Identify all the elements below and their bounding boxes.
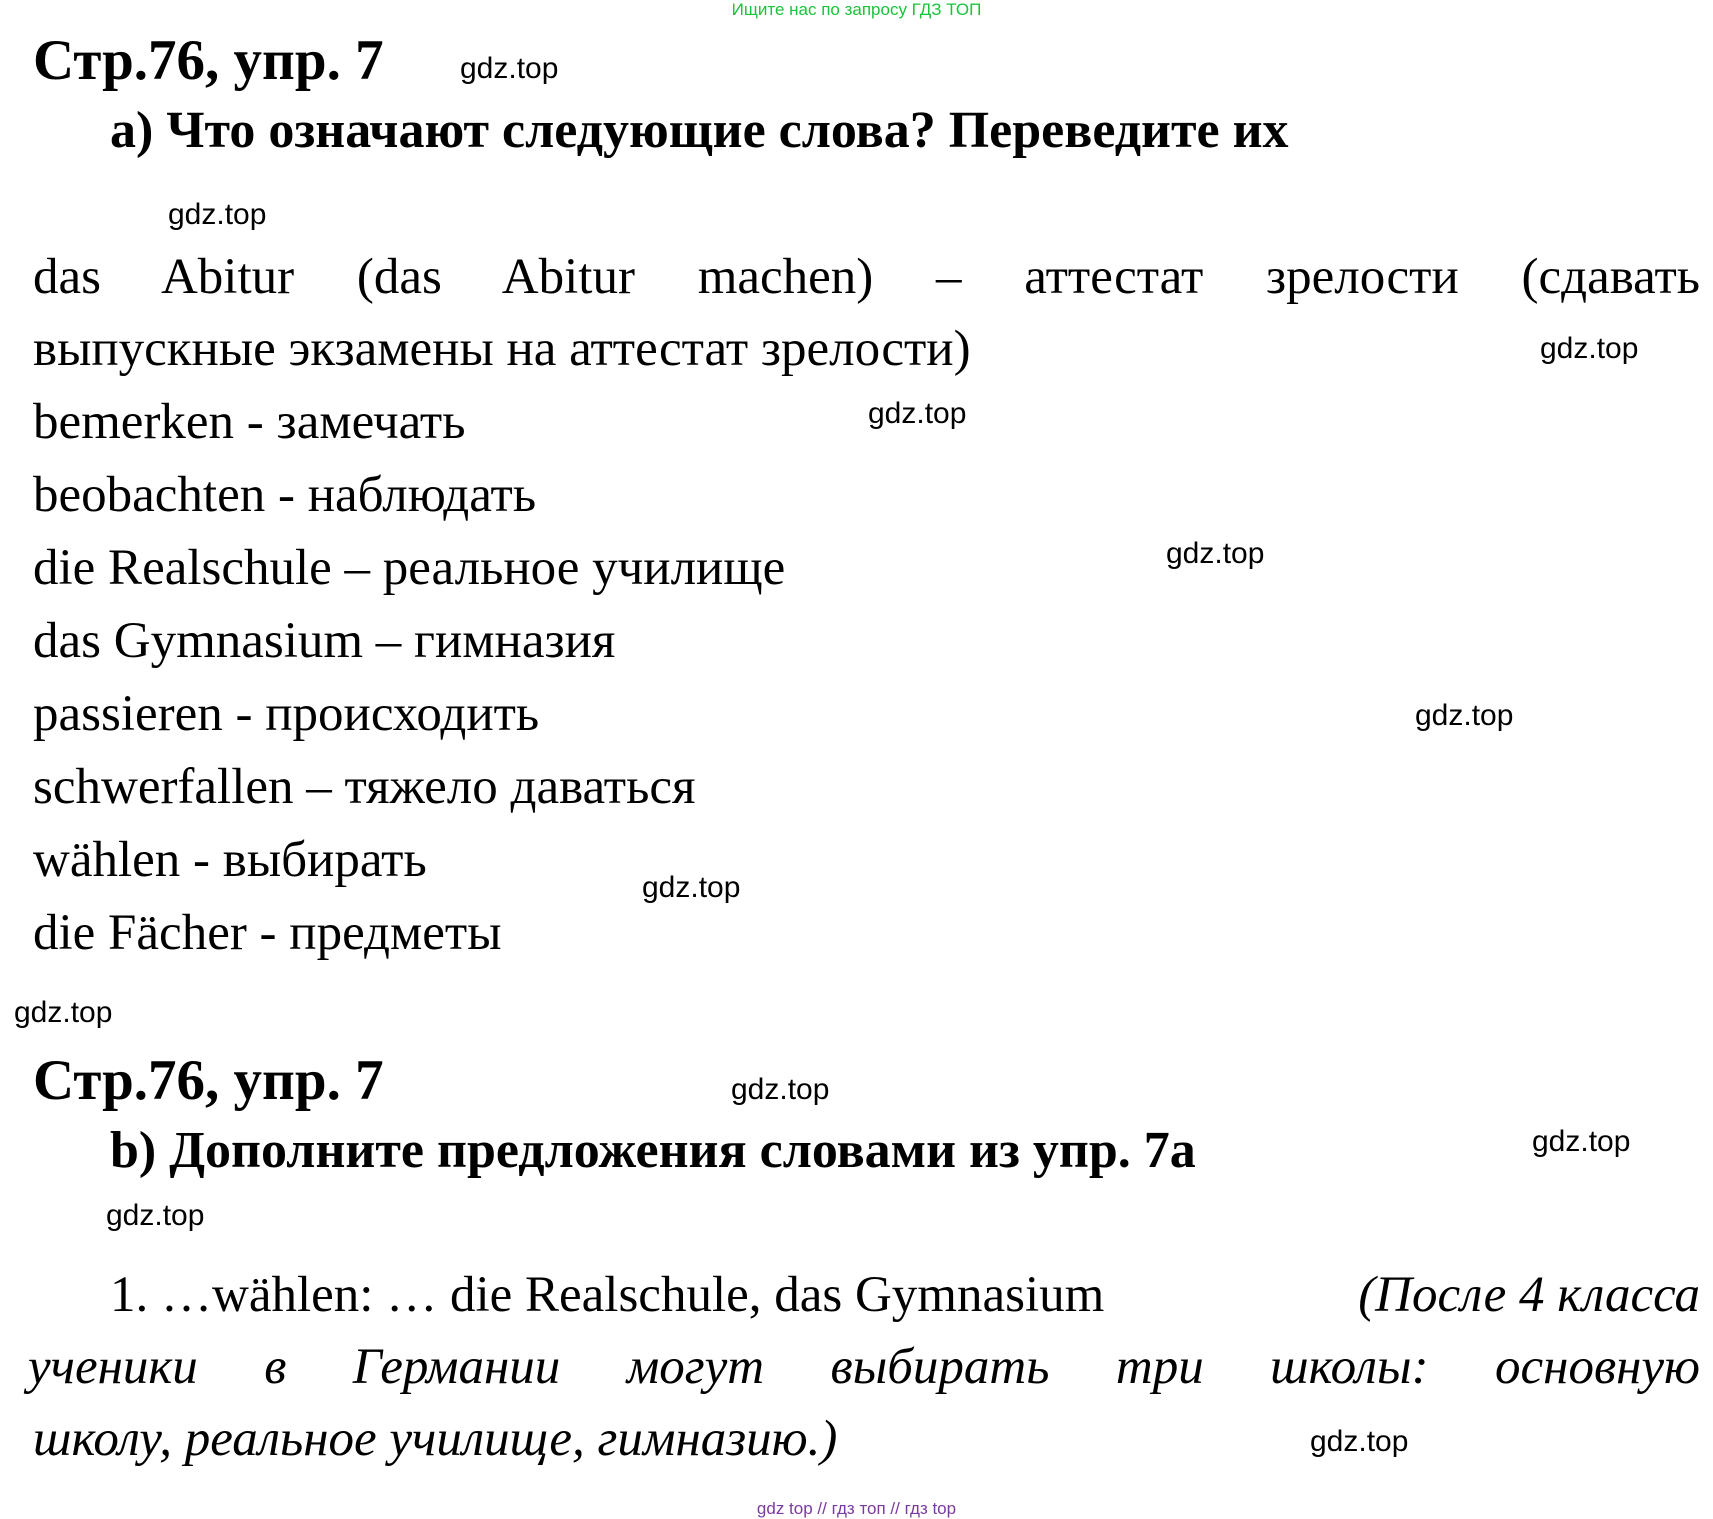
- watermark: gdz.top: [460, 52, 559, 85]
- item1-explanation-line3: школу, реальное училище, гимназию.): [33, 1411, 838, 1467]
- item1-explanation-line1: (После 4 класса: [1358, 1267, 1700, 1323]
- watermark: gdz.top: [868, 397, 967, 430]
- item1-answer: 1. …wählen: … die Realschule, das Gymnasium: [110, 1267, 1105, 1323]
- entry-passieren: passieren - происходить: [33, 686, 540, 742]
- section-b-heading: Стр.76, упр. 7: [33, 1049, 384, 1112]
- watermark: gdz.top: [1532, 1125, 1631, 1158]
- entry-beobachten: beobachten - наблюдать: [33, 467, 537, 523]
- entry-bemerken: bemerken - замечать: [33, 394, 466, 450]
- watermark: gdz.top: [14, 996, 113, 1029]
- entry-realschule: die Realschule – реальное училище: [33, 540, 786, 596]
- entry-faecher: die Fächer - предметы: [33, 905, 502, 961]
- footer-links: gdz top // гдз топ // гдз top: [756, 1499, 957, 1518]
- watermark: gdz.top: [106, 1199, 205, 1232]
- watermark: gdz.top: [1415, 699, 1514, 732]
- section-a-task: a) Что означают следующие слова? Переведите их: [110, 102, 1289, 159]
- top-banner: Ищите нас по запросу ГДЗ ТОП: [731, 0, 982, 19]
- watermark: gdz.top: [731, 1073, 830, 1106]
- watermark: gdz.top: [1540, 332, 1639, 365]
- watermark: gdz.top: [1310, 1425, 1409, 1458]
- watermark: gdz.top: [1166, 537, 1265, 570]
- watermark: gdz.top: [642, 871, 741, 904]
- item1-explanation-line2: ученики в Германии могут выбирать три школы: основную: [28, 1339, 1700, 1395]
- watermark: gdz.top: [168, 198, 267, 231]
- section-a-heading: Стр.76, упр. 7: [33, 29, 384, 92]
- entry-waehlen: wählen - выбирать: [33, 832, 427, 888]
- entry-schwerfallen: schwerfallen – тяжело даваться: [33, 759, 696, 815]
- entry-abitur-line2: выпускные экзамены на аттестат зрелости): [33, 321, 971, 377]
- entry-abitur-line1: das Abitur (das Abitur machen) – аттестат зрелости (сдавать: [33, 249, 1700, 305]
- entry-gymnasium: das Gymnasium – гимназия: [33, 613, 616, 669]
- section-b-task: b) Дополните предложения словами из упр. 7а: [110, 1122, 1196, 1179]
